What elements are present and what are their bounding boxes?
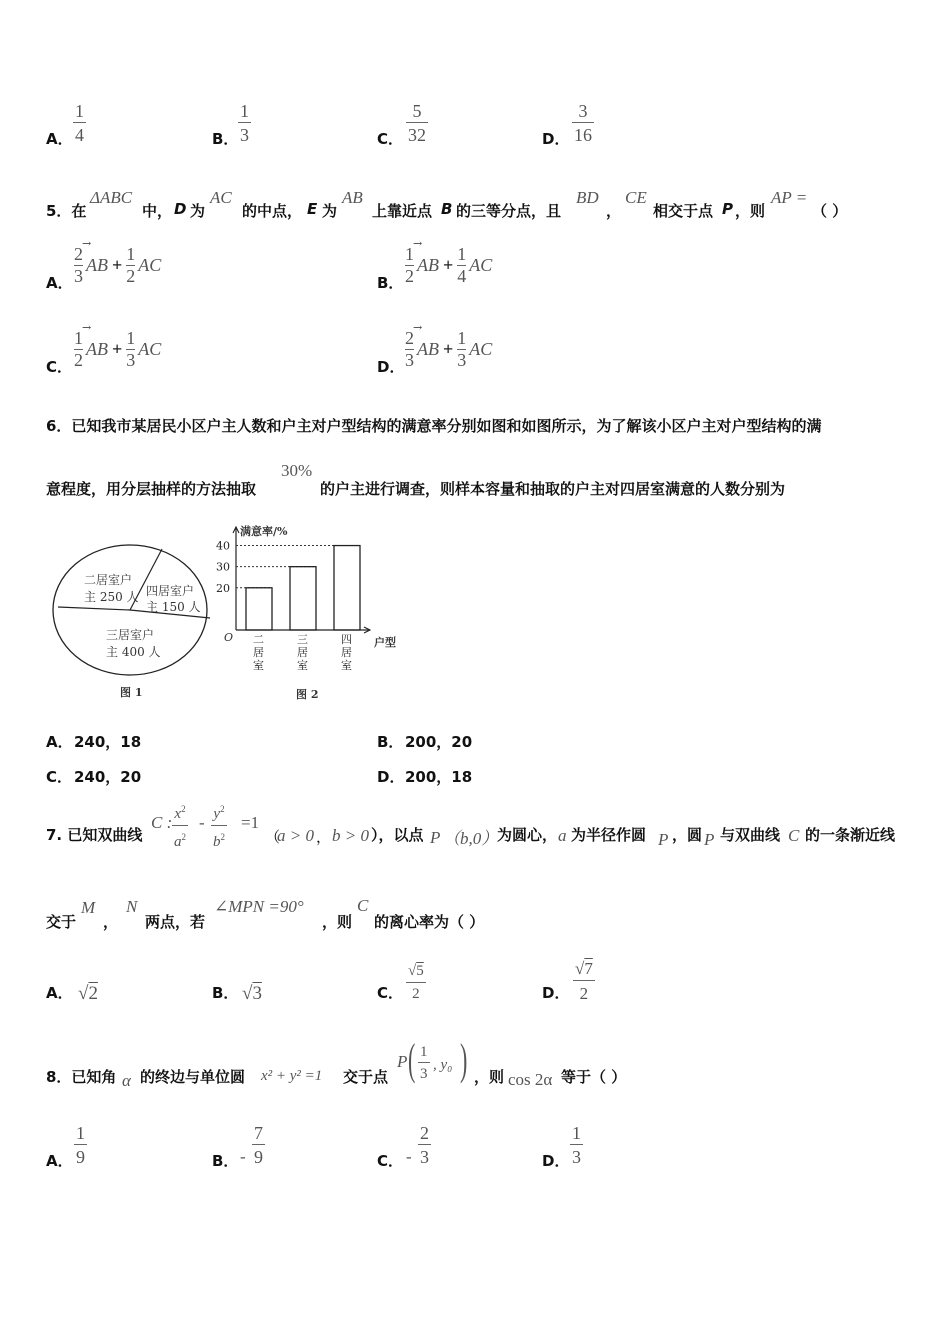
bar-chart-xlabel: 户型 (374, 636, 396, 649)
q8-a-den: 9 (76, 1147, 85, 1167)
q8-c-num: 2 (420, 1123, 429, 1143)
q8-unit-circle: x² + y² =1 (261, 1068, 323, 1084)
q8-d-den: 3 (572, 1147, 581, 1167)
q7-text-7: 的一条渐近线 (805, 826, 896, 844)
q7-minus: - (199, 813, 205, 832)
q5-text-9: 相交于点 (653, 202, 714, 220)
q4-option-b-value (238, 101, 251, 145)
q8-paren-right-icon: ) (460, 1035, 468, 1084)
q5-a-v1: AB (86, 255, 108, 275)
bar-chart-bar (334, 546, 360, 630)
q7-point-coords: （b,0） (443, 829, 499, 848)
q7-option-a-value: √2 (78, 983, 98, 1004)
q7-a-sup: 2 (181, 832, 186, 842)
q5-d-n1: 2 (405, 328, 414, 348)
q7-text-10: 两点，若 (145, 913, 206, 931)
bar-chart-ytick-label: 20 (216, 581, 230, 595)
q7-text-12: 的离心率为（ ） (374, 913, 485, 931)
q7-paren-open: （ (265, 828, 281, 846)
q7-curve-name: C : (151, 813, 173, 832)
q7-radius-a: a (558, 826, 567, 845)
vector-arrow-icon: → (413, 237, 423, 250)
bar-chart-ylabel: 满意率/% (240, 525, 288, 538)
q5-a-plus: + (112, 255, 123, 275)
q7-text-9: ， (103, 913, 119, 931)
q6-option-b-label: B． (377, 733, 404, 751)
q5-c-v2: AC (138, 339, 162, 359)
q7-text-8: 交于 (46, 913, 77, 931)
q5-b-d2: 4 (457, 266, 467, 286)
q5-point-d: D (174, 200, 187, 218)
q5-option-d-expr (405, 328, 492, 371)
q7-text-4: 为半径作圆 (571, 826, 647, 844)
q8-text-5: 等于（ ） (561, 1068, 627, 1086)
q5-a-d1: 3 (74, 266, 83, 286)
vector-arrow-icon: → (413, 321, 423, 334)
q6-option-b-text: 200，20 (405, 733, 473, 751)
q5-text-6: 上靠近点 (372, 202, 433, 220)
q5-option-d-label: D． (377, 358, 405, 376)
q8-point-p: P (397, 1052, 408, 1071)
q7-angle: ∠MPN =90° (214, 897, 304, 916)
pie-slice-3br-line2: 主 400 人 (106, 645, 161, 659)
bar-chart-figure (210, 515, 410, 710)
q7-a: a (174, 834, 182, 850)
bar-chart-bar (246, 588, 272, 630)
bar-chart-category-label: 居 (341, 646, 352, 659)
q7-point-p: P (430, 828, 441, 847)
q6-line-2b: 的户主进行调查，则样本容量和抽取的户主对四居室满意的人数分别为 (320, 480, 786, 498)
q4-option-b-label: B． (212, 130, 239, 148)
q7-frac-x (172, 800, 188, 852)
q5-b-plus: + (443, 255, 454, 275)
q7-c-den: 2 (412, 986, 420, 1002)
q5-a-d2: 2 (126, 266, 136, 286)
q5-text-4: 的中点， (242, 202, 303, 220)
q4-option-d-num: 3 (578, 101, 588, 121)
q7-option-c-value: √5 2 (408, 963, 424, 1002)
q7-comma: ， (316, 828, 332, 846)
bar-chart-category-label: 室 (341, 659, 352, 672)
bar-chart-category-label: 四 (341, 633, 352, 646)
q5-text-8: ， (606, 202, 622, 220)
q4-option-a-den: 4 (75, 125, 84, 145)
q8-option-a-label: A． (46, 1152, 73, 1170)
q4-option-c-den: 32 (408, 125, 426, 145)
q5-b-v2: AC (469, 255, 493, 275)
q7-x-sup: 2 (181, 804, 186, 814)
q5-d-plus: + (443, 339, 454, 359)
q7-b-sup: 2 (220, 832, 225, 842)
q7-option-c-label: C． (377, 984, 404, 1002)
q7-eq1: =1 (241, 813, 260, 832)
q6-line-1: 6．已知我市某居民小区户主人数和户主对户型结构的满意率分别如图和如图所示，为了解该小区户主对户型结构的满 (46, 417, 822, 435)
pie-slice-2br-line2: 主 250 人 (84, 590, 139, 604)
q5-d-v1: AB (417, 339, 439, 359)
q5-text-1: 5．在 (46, 202, 87, 220)
q7-option-a-label: A． (46, 984, 73, 1002)
q8-b-den: 9 (254, 1147, 263, 1167)
q5-c-d2: 3 (126, 350, 136, 370)
q5-point-p: P (722, 200, 733, 218)
q7-option-b-label: B． (212, 984, 239, 1002)
q7-hyperbola-c: C (788, 826, 800, 845)
bar-chart-category-label: 居 (297, 646, 308, 659)
q7-cond-a: a > 0 (277, 826, 314, 845)
pie-slice-4br-line2: 主 150 人 (146, 600, 201, 614)
vector-arrow-icon: → (82, 321, 92, 334)
q8-b-num: 7 (254, 1123, 263, 1143)
q4-option-b-den: 3 (240, 125, 249, 145)
q5-a-n1: 2 (74, 244, 83, 264)
q8-option-d-label: D． (542, 1152, 570, 1170)
pie-chart-figure (50, 540, 220, 705)
q5-text-11: （ ） (812, 202, 848, 220)
q4-option-c-value (406, 101, 428, 145)
q7-c-radicand: 5 (416, 963, 424, 979)
q6-option-c-text: 240，20 (74, 768, 142, 786)
q4-option-d-label: D． (542, 130, 570, 148)
q8-option-b-sign: - (240, 1147, 246, 1166)
q8-option-a-value (74, 1123, 87, 1167)
q4-option-a-value (73, 101, 86, 145)
q6-option-d-text: 200，18 (405, 768, 473, 786)
q5-point-e: E (307, 200, 318, 218)
q5-option-c-label: C． (46, 358, 73, 376)
q5-c-n1: 1 (74, 328, 83, 348)
q5-option-b-expr (405, 244, 492, 287)
q6-option-d-label: D． (377, 768, 405, 786)
q7-option-b-value: √3 (242, 983, 262, 1004)
q5-option-c-expr (74, 328, 161, 371)
bar-chart-ytick-label: 30 (216, 560, 230, 574)
q4-option-a-num: 1 (75, 101, 84, 121)
q7-text-1: 7. 已知双曲线 (46, 826, 143, 844)
q8-den: 3 (420, 1066, 428, 1082)
q6-option-a-label: A． (46, 733, 73, 751)
q4-option-b-num: 1 (240, 101, 249, 121)
q5-option-a-label: A． (46, 274, 73, 292)
q6-percent: 30% (281, 461, 313, 480)
q6-option-c-label: C． (46, 768, 73, 786)
q7-circle-p2: P (704, 830, 715, 849)
q5-point-b: B (441, 200, 453, 218)
q4-option-d-den: 16 (574, 125, 592, 145)
q8-alpha: α (122, 1071, 131, 1090)
q5-a-v2: AC (138, 255, 162, 275)
bar-chart-bar (290, 567, 316, 630)
q7-point-n: N (126, 897, 138, 916)
q7-a-radicand: 2 (88, 983, 98, 1004)
q5-math-ab: AB (342, 188, 363, 207)
q8-text-4: ，则 (474, 1068, 505, 1086)
q5-math-ac: AC (210, 188, 232, 207)
q8-option-c-sign: - (406, 1147, 412, 1166)
q5-b-d1: 2 (405, 266, 414, 286)
q8-d-num: 1 (572, 1123, 581, 1143)
q5-a-n2: 1 (126, 244, 136, 264)
bar-chart-category-label: 室 (297, 659, 308, 672)
q8-text-2: 的终边与单位圆 (140, 1068, 246, 1086)
q8-c-den: 3 (420, 1147, 429, 1167)
bar-chart-category-label: 居 (253, 646, 264, 659)
q8-option-c-label: C． (377, 1152, 404, 1170)
bar-chart-category-label: 室 (253, 659, 264, 672)
q5-d-d2: 3 (457, 350, 467, 370)
q5-d-d1: 3 (405, 350, 414, 370)
q5-text-5: 为 (322, 202, 338, 220)
q8-cos: cos 2α (508, 1070, 553, 1089)
q4-option-a-label: A． (46, 130, 73, 148)
pie-slice-3br-line1: 三居室户 (106, 628, 155, 642)
vector-arrow-icon: → (82, 237, 92, 250)
q5-d-n2: 1 (457, 328, 467, 348)
q7-text-5: ，圆 (672, 826, 703, 844)
q7-point-m: M (81, 898, 96, 917)
q5-b-v1: AB (417, 255, 439, 275)
q7-text-3: 为圆心， (497, 826, 558, 844)
q8-a-num: 1 (76, 1123, 85, 1143)
q5-math-bd: BD (576, 188, 599, 207)
q5-math-ce: CE (625, 188, 647, 207)
q8-option-b-value (252, 1123, 265, 1167)
q5-text-2: 中， (142, 202, 173, 220)
pie-slice-4br-line1: 四居室户 (146, 584, 195, 598)
q5-b-n1: 1 (405, 244, 414, 264)
pie-divider-2 (58, 607, 130, 610)
q5-c-plus: + (112, 339, 123, 359)
q8-num: 1 (420, 1044, 428, 1060)
q5-c-v1: AB (86, 339, 108, 359)
q5-c-d1: 2 (74, 350, 83, 370)
q5-option-a-expr (74, 244, 161, 287)
q5-text-7: 的三等分点，且 (456, 202, 562, 220)
q7-curve-c: C (357, 896, 369, 915)
q8-option-c-value (418, 1123, 431, 1167)
q7-text-11: ，则 (322, 913, 353, 931)
q8-paren-left-icon: ( (408, 1035, 416, 1084)
q5-text-10: ，则 (735, 202, 766, 220)
q5-text-3: 为 (190, 202, 206, 220)
q8-frac-third (418, 1043, 430, 1083)
q7-b: b (213, 834, 221, 850)
q6-line-2a: 意程度，用分层抽样的方法抽取 (46, 480, 257, 498)
q7-text-2: ），以点 (371, 826, 424, 844)
q7-text-6: 与双曲线 (720, 826, 781, 844)
q7-b-radicand: 3 (252, 983, 262, 1004)
q6-option-a-text: 240，18 (74, 733, 142, 751)
pie-caption: 图 1 (120, 686, 143, 699)
q8-text-3: 交于点 (343, 1068, 389, 1086)
q5-math-ap: AP = (771, 188, 808, 207)
bar-chart-origin: O (224, 631, 234, 644)
q5-c-n2: 1 (126, 328, 136, 348)
q5-math-triangle: ΔABC (90, 188, 133, 207)
q8-option-b-label: B． (212, 1152, 239, 1170)
q4-option-c-label: C． (377, 130, 404, 148)
q7-y: y (213, 806, 221, 822)
q5-option-b-label: B． (377, 274, 404, 292)
q4-option-d-value (572, 101, 594, 145)
q8-option-d-value (570, 1123, 583, 1167)
q4-option-c-num: 5 (412, 101, 422, 121)
q7-y-sup: 2 (220, 804, 225, 814)
q7-option-d-label: D． (542, 984, 570, 1002)
bar-chart-caption: 图 2 (296, 688, 319, 701)
bar-chart-category-label: 三 (297, 633, 308, 646)
q7-cond-b: b > 0 (332, 826, 369, 845)
q7-d-den: 2 (579, 984, 589, 1003)
bar-chart-ytick-label: 40 (216, 539, 230, 553)
q7-option-d-value: √7 2 (575, 959, 593, 1003)
q5-d-v2: AC (469, 339, 493, 359)
q7-frac-y (211, 800, 227, 852)
q8-y0: , y₀ (433, 1057, 453, 1073)
q7-x: x (174, 806, 182, 822)
q7-circle-p: P (658, 830, 669, 849)
q7-d-radicand: 7 (584, 959, 593, 978)
q5-b-n2: 1 (457, 244, 467, 264)
bar-chart-category-label: 二 (253, 633, 264, 646)
pie-slice-2br-line1: 二居室户 (84, 573, 133, 587)
q8-text-1: 8．已知角 (46, 1068, 117, 1086)
